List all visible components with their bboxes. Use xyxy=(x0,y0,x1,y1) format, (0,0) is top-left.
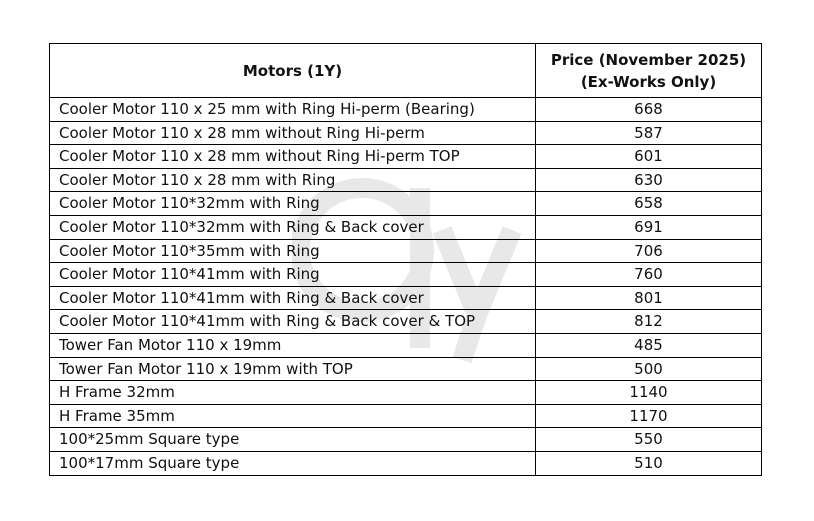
table-row xyxy=(50,121,762,145)
item-price: 658 xyxy=(536,192,762,216)
item-price: 601 xyxy=(536,145,762,169)
table-header-row xyxy=(50,44,762,98)
table-row xyxy=(50,310,762,334)
item-name: Cooler Motor 110*35mm with Ring xyxy=(50,239,536,263)
item-name: Cooler Motor 110*32mm with Ring & Back cover xyxy=(50,215,536,239)
item-name: Tower Fan Motor 110 x 19mm xyxy=(50,333,536,357)
item-name: Cooler Motor 110 x 28 mm without Ring Hi-perm TOP xyxy=(50,145,536,169)
table-row xyxy=(50,98,762,122)
header-price-line2: (Ex-Works Only) xyxy=(580,72,717,91)
header-motors: Motors (1Y) xyxy=(50,44,536,98)
table-row xyxy=(50,451,762,475)
item-price: 630 xyxy=(536,168,762,192)
item-price: 812 xyxy=(536,310,762,334)
table-row xyxy=(50,239,762,263)
item-name: Cooler Motor 110 x 28 mm without Ring Hi-perm xyxy=(50,121,536,145)
item-name: 100*25mm Square type xyxy=(50,428,536,452)
item-price: 500 xyxy=(536,357,762,381)
table-row xyxy=(50,168,762,192)
item-name: Cooler Motor 110*32mm with Ring xyxy=(50,192,536,216)
table-row xyxy=(50,428,762,452)
item-price: 1170 xyxy=(536,404,762,428)
item-price: 510 xyxy=(536,451,762,475)
header-price xyxy=(536,44,762,98)
table-row xyxy=(50,145,762,169)
table-row xyxy=(50,333,762,357)
item-price: 801 xyxy=(536,286,762,310)
item-price: 587 xyxy=(536,121,762,145)
item-name: H Frame 35mm xyxy=(50,404,536,428)
item-price: 1140 xyxy=(536,381,762,405)
item-price: 550 xyxy=(536,428,762,452)
item-name: Cooler Motor 110 x 28 mm with Ring xyxy=(50,168,536,192)
header-price-line1: Price (November 2025) xyxy=(550,50,747,69)
item-name: Cooler Motor 110 x 25 mm with Ring Hi-perm (Bearing) xyxy=(50,98,536,122)
table-row xyxy=(50,263,762,287)
item-name: Cooler Motor 110*41mm with Ring xyxy=(50,263,536,287)
item-name: Cooler Motor 110*41mm with Ring & Back cover xyxy=(50,286,536,310)
item-price: 691 xyxy=(536,215,762,239)
table-row xyxy=(50,404,762,428)
item-name: H Frame 32mm xyxy=(50,381,536,405)
table-row xyxy=(50,215,762,239)
table-row xyxy=(50,286,762,310)
item-price: 668 xyxy=(536,98,762,122)
item-name: Tower Fan Motor 110 x 19mm with TOP xyxy=(50,357,536,381)
price-table xyxy=(49,43,762,476)
table-row xyxy=(50,381,762,405)
item-price: 485 xyxy=(536,333,762,357)
table-row xyxy=(50,192,762,216)
item-name: Cooler Motor 110*41mm with Ring & Back cover & TOP xyxy=(50,310,536,334)
table-row xyxy=(50,357,762,381)
item-name: 100*17mm Square type xyxy=(50,451,536,475)
item-price: 760 xyxy=(536,263,762,287)
item-price: 706 xyxy=(536,239,762,263)
